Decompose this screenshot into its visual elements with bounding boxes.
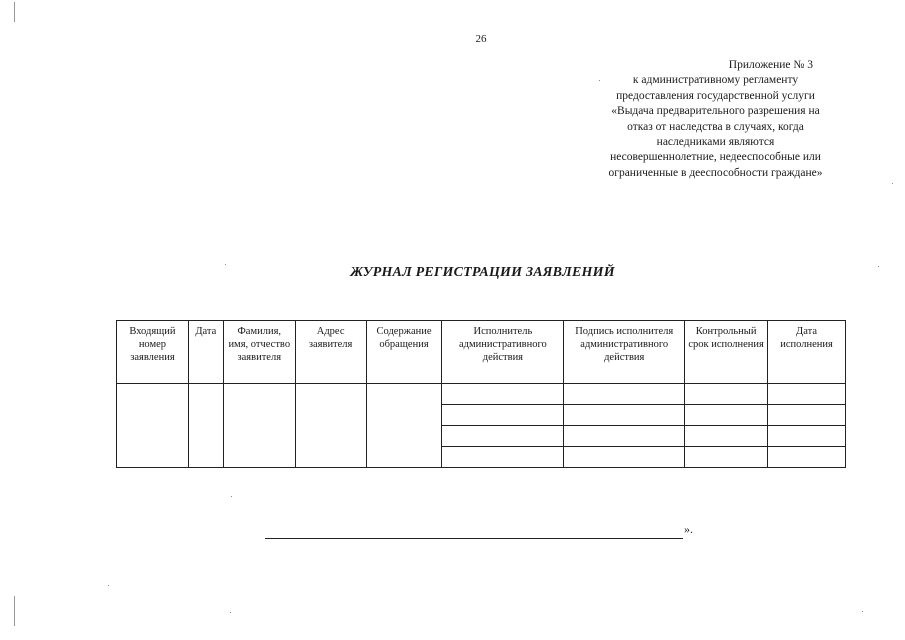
appendix-line: наследниками являются xyxy=(656,136,775,149)
closing-quote: ». xyxy=(684,522,693,536)
scan-speck xyxy=(231,496,232,497)
column-header-control-deadline: Контрольный срок исполнения xyxy=(685,321,768,384)
scan-speck xyxy=(862,611,863,612)
table-cell xyxy=(685,384,768,405)
table-cell xyxy=(442,384,564,405)
column-header-applicant-name: Фамилия, имя, отчество заявителя xyxy=(223,321,295,384)
table-cell xyxy=(768,447,846,468)
table-cell xyxy=(188,384,223,468)
table-cell xyxy=(768,405,846,426)
appendix-line: отказ от наследства в случаях, когда xyxy=(627,120,804,133)
column-header-applicant-address: Адрес заявителя xyxy=(295,321,366,384)
appendix-line: ограниченные в дееспособности граждане» xyxy=(608,166,823,179)
scan-edge-mark xyxy=(14,2,15,22)
registration-journal-table xyxy=(116,320,846,468)
table-cell xyxy=(117,384,189,468)
page-number: 26 xyxy=(475,33,487,45)
table-cell xyxy=(685,447,768,468)
scan-speck xyxy=(108,585,109,586)
table-cell xyxy=(685,405,768,426)
scan-edge-mark xyxy=(14,596,15,626)
scan-speck xyxy=(599,80,600,81)
scan-speck xyxy=(892,183,893,184)
table-cell xyxy=(564,384,685,405)
table-cell xyxy=(768,426,846,447)
appendix-line: предоставления государственной услуги xyxy=(616,89,815,102)
table-cell xyxy=(685,426,768,447)
column-header-executor: Исполнитель административного действия xyxy=(442,321,564,384)
table-cell xyxy=(564,405,685,426)
appendix-block xyxy=(588,58,843,181)
appendix-line: несовершеннолетние, недееспособные или xyxy=(610,151,821,164)
table-cell xyxy=(442,405,564,426)
column-header-executor-signature: Подпись исполнителя административного действия xyxy=(564,321,685,384)
column-header-execution-date: Дата исполнения xyxy=(768,321,846,384)
document-title: ЖУРНАЛ РЕГИСТРАЦИИ ЗАЯВЛЕНИЙ xyxy=(350,265,615,280)
scan-speck xyxy=(230,612,231,613)
appendix-line: «Выдача предварительного разрешения на xyxy=(611,105,820,118)
table-cell xyxy=(295,384,366,468)
table-header-row xyxy=(117,321,846,384)
column-header-request-content: Содержание обращения xyxy=(366,321,442,384)
appendix-line: к административному регламенту xyxy=(632,74,799,87)
column-header-date: Дата xyxy=(188,321,223,384)
table-cell xyxy=(442,447,564,468)
table-cell xyxy=(768,384,846,405)
table-cell xyxy=(223,384,295,468)
scan-speck xyxy=(878,266,879,267)
column-header-incoming-number: Входящий номер заявления xyxy=(117,321,189,384)
table-row xyxy=(117,384,846,405)
scan-speck xyxy=(225,264,226,265)
table-cell xyxy=(564,426,685,447)
table-cell xyxy=(442,426,564,447)
signature-underline xyxy=(265,538,683,539)
appendix-heading: Приложение № 3 xyxy=(728,59,813,71)
table-cell xyxy=(366,384,442,468)
table-cell xyxy=(564,447,685,468)
